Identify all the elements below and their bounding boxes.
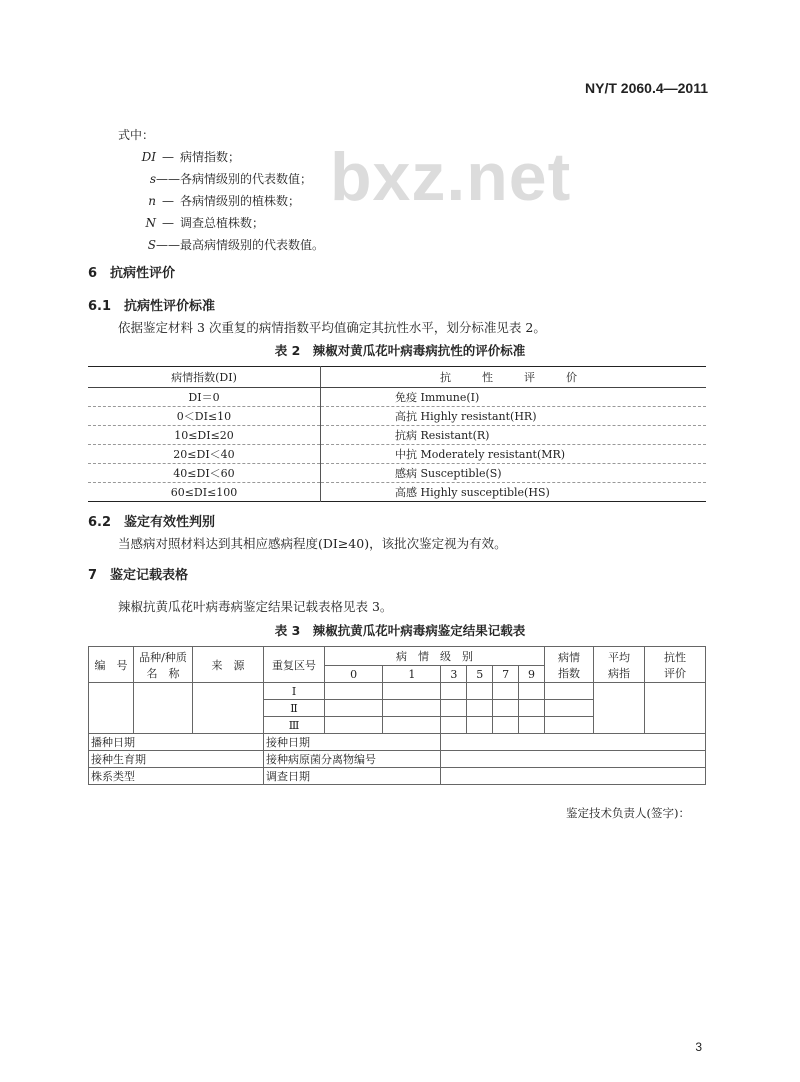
section-6-1-text: 依据鉴定材料 3 次重复的病情指数平均值确定其抗性水平，划分标准见表 2。 (118, 320, 546, 335)
section-7-text: 辣椒抗黄瓜花叶病毒病鉴定结果记载表格见表 3。 (118, 599, 393, 614)
col-eval: 抗性 评价 (645, 647, 706, 683)
legend-item: s——各病情级别的代表数值； (149, 172, 313, 186)
table2-caption: 表 2 辣椒对黄瓜花叶病毒病抗性的评价标准 (274, 343, 526, 358)
table-row: 10≤DI≤20 抗病 Resistant(R) (88, 426, 706, 445)
table-row (89, 683, 706, 700)
grade-7: 7 (493, 666, 519, 683)
table-row (89, 734, 706, 751)
section-6-2-title: 6.2 鉴定有效性判别 (88, 515, 216, 530)
table-row (89, 768, 706, 785)
rep-1: Ⅰ (264, 683, 325, 700)
table3 (88, 646, 706, 785)
col-rep: 重复区号 (264, 647, 325, 683)
grade-0: 0 (325, 666, 383, 683)
watermark: bxz.net (330, 139, 572, 215)
legend-item: n — 各病情级别的植株数； (148, 194, 301, 208)
formula-intro: 式中： (118, 128, 155, 142)
meta-label: 接种病原菌分离物编号 (264, 751, 441, 768)
rep-3: Ⅲ (264, 717, 325, 734)
grade-9: 9 (519, 666, 545, 683)
formula-legend (118, 124, 324, 256)
table-row: 60≤DI≤100 高感 Highly susceptible(HS) (88, 483, 706, 502)
col-avg: 平均 病指 (594, 647, 645, 683)
legend-item: S——最高病情级别的代表数值。 (147, 238, 325, 252)
page-number: 3 (695, 1040, 702, 1054)
table2-header-di: 病情指数(DI) (88, 367, 321, 388)
table2 (88, 366, 706, 502)
section-7-title: 7 鉴定记载表格 (88, 568, 189, 583)
table2-header-eval: 抗 性 评 价 (321, 367, 707, 388)
meta-label: 接种日期 (264, 734, 441, 751)
legend-item: N — 调查总植株数； (145, 216, 265, 230)
col-source: 来 源 (193, 647, 264, 683)
rep-2: Ⅱ (264, 700, 325, 717)
document-code: NY/T 2060.4—2011 (585, 80, 708, 96)
col-variety: 品种/种质 名 称 (134, 647, 193, 683)
meta-label: 株系类型 (89, 768, 264, 785)
grade-3: 3 (441, 666, 467, 683)
grade-5: 5 (467, 666, 493, 683)
col-grade: 病 情 级 别 (325, 647, 545, 666)
meta-label: 播种日期 (89, 734, 264, 751)
section-6-1-title: 6.1 抗病性评价标准 (88, 299, 216, 314)
grade-1: 1 (383, 666, 441, 683)
table-row: 0＜DI≤10 高抗 Highly resistant(HR) (88, 407, 706, 426)
col-id: 编 号 (89, 647, 134, 683)
meta-label: 接种生育期 (89, 751, 264, 768)
col-di: 病情 指数 (545, 647, 594, 683)
table-row: DI＝0 免疫 Immune(I) (88, 388, 706, 407)
table-row: 20≤DI＜40 中抗 Moderately resistant(MR) (88, 445, 706, 464)
table-row (89, 751, 706, 768)
meta-label: 调查日期 (264, 768, 441, 785)
signature-line: 鉴定技术负责人(签字)： (566, 806, 690, 820)
section-6-2-text: 当感病对照材料达到其相应感病程度(DI≥40)，该批次鉴定视为有效。 (118, 536, 507, 551)
table3-caption: 表 3 辣椒抗黄瓜花叶病毒病鉴定结果记载表 (274, 623, 526, 638)
section-6-title: 6 抗病性评价 (88, 266, 176, 281)
legend-item: DI — 病情指数； (141, 150, 241, 164)
table-row: 40≤DI＜60 感病 Susceptible(S) (88, 464, 706, 483)
